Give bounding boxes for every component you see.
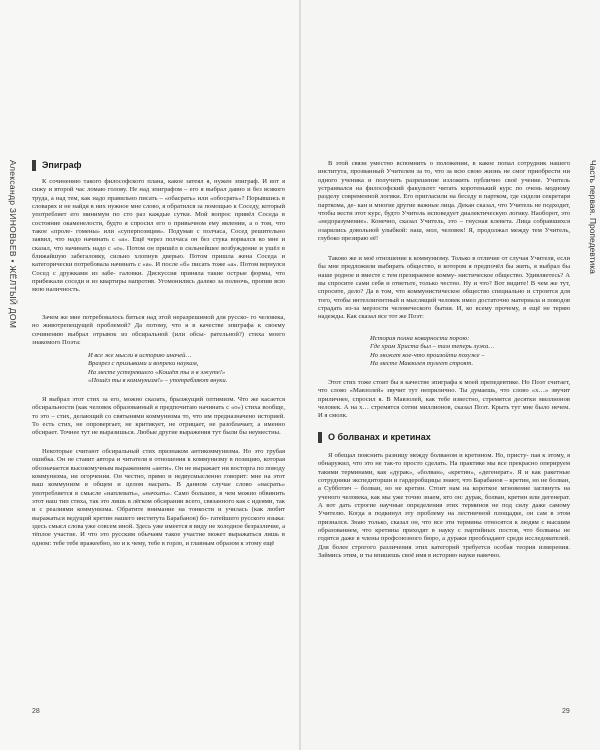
- paragraph: В этой связи уместно вспомнить о положении, в какое попал сотрудник нашего института, прозванный Учителем за то, что за всю свою жизнь не смог приобрести ни одного ученика и получить разрешение изложить публично своё учение. Учитель устраивался на философский факультет читать коротенький курс по очень модному разделу современной логики. Его пригласили на беседу в партком, где сидели секретаря парткома, де- кан и многие другие важные лица. Декан сказал, что Учитель не подходит, чтобы вести этот курс, будто Учитель исповедует диалектическую логику. Наоборот, это «недоразумение». Конечно, сказал Учитель, это – гнусная клевета. Лица собравшихся озарились довольной улыбкой: наш, мол, человек! Я, продолжал между тем Учитель, глубоко презираю её!: [318, 160, 570, 243]
- section-heading-epigraph: Эпиграф: [32, 160, 82, 171]
- poem-line: На месте Мавзолея тулеет строят.: [370, 359, 474, 367]
- book-gutter: [299, 0, 301, 750]
- left-para-4: [32, 448, 285, 548]
- paragraph: К сочинению такого философского плана, какое затеял я, нужен эпиграф. И вот я сижу и второй час ломаю голову. Не над эпиграфом – его я выбрал давно и без всякого труда, а над тем, как надо правильно писать – «обасрать» или «обосрать»? Порывшись в словарях и не найдя в них нужное мне слово, я обратился за помощью к Соседу, который употребляет его минимум по сто раз каждые сутки. Мой вопрос привёл Соседа в состояние окаменелости, будто я спросил его о привычном ему явлении, а о том, что такое «проле- гомены» или «суперпозиция». Подумав с полчаса, Сосед решительно заявил, что надо начинать с «а». Ещё через полчаса он без стука ворвался ко мне и сказал, что начинать надо с «о». Потом он пришёл в сильнейшее возбуждение и ушёл в ближайшую забегаловку, сильно хлопнув дверью. Потом пришла жена Соседа и категорически потребовала начинать с «а». И после «б» писать тоже «а». Потом вернулся Сосед с дружками из забе- галовки. Дискуссия приняла такие острые формы, что прибежали соседи и из квартиры напротив. Угомонились далеко за полночь, пропив всю мою наличность.: [32, 178, 285, 294]
- right-page: [301, 0, 600, 750]
- left-para-3: [32, 396, 285, 438]
- left-para-1: [32, 178, 285, 295]
- poem-line: Но может кое-что произойти похуже –: [370, 351, 485, 359]
- left-para-2: [32, 314, 285, 347]
- poem-line: «Пошёл ты в коммунизм!» – употребляют внуки.: [88, 376, 228, 384]
- paragraph: Этот стих тоже стоит бы в качестве эпиграфа к моей препедевтике. Но Поэт считает, что слово «Мавзолей» звучит тут неприлично. Ты думаешь, что слово «х…» звучит приличнее, спросил я. В Мавзолей, как тебе известно, стремятся десятки миллионов человек. А на х… стремятся сотни миллионов, сказал Поэт. Крыть тут мне было нечем. И я смолк.: [318, 379, 570, 420]
- right-para-3: [318, 379, 570, 421]
- right-para-1: [318, 160, 570, 243]
- running-head-right: [586, 160, 598, 360]
- left-poem: [88, 352, 227, 385]
- paragraph: Зачем же мне потребовалось биться над этой неразрешимой для русско- го человека, но животрепещущей проблемой? Да потому, что я в качестве эпиграфа к своему сочинению выбрал отрывок из обсиральной (или обсы- рательной?) стиха моего знакомого Поэта:: [32, 314, 285, 347]
- poem-line: Где храм Христа был – там теперь лужа…: [370, 343, 495, 351]
- poem-line: На месте устеревшего «Кошёт ты я в эжуте!»: [88, 368, 226, 376]
- paragraph: Я обещал пояснить разницу между болваном и кретином. Но, присту- пая к этому, я обнаружил, что это не так-то просто сделать. На практике мы все прекрасно оперируем такими терминами, как «дурак», «болван», «кретин», «дегенерат». Я и как ракетные сотрудники экспедиторши и гардеробщицы знают, что Барабанов – кретин, но не болван, а Субботич – болван, но не кретин. Стоит нам на короткое мгновение заглянуть на ученого человека, как мы уже точно знаем, кто он: дурак, болван, кретин или дегенерат. А вот дать строгие научные определения этих терминов не под силу даже самому Учителю. Когда я подкинул эту проблему на лестничной площадке, он сам в этом признался. Знаю только, сказал он, что все эти термины относятся к людям с высшим образованием, что кретины приходят в науку с партийных постов, что болваны не годятся даже в члены профсоюзного бюро, а дураки преобладают среди исследователей. Для более строгого различения этих категорий требуется особая теория измерения. Займись этим, и ты впишешь своё имя в историю науки навечно.: [318, 452, 570, 560]
- page-number-right: 29: [562, 708, 570, 715]
- running-head-right-text: Часть первая. Пропедевтика: [588, 160, 598, 274]
- poem-line: И все же мысли в историю иначей…: [88, 352, 192, 359]
- right-poem: [370, 335, 494, 368]
- right-para-4: [318, 452, 570, 560]
- poem-line: Вразрез с призывами и вопреки наукам,: [88, 360, 199, 368]
- running-head-left: [6, 160, 18, 410]
- page-number-left: 28: [32, 708, 40, 715]
- paragraph: Таково же и моё отношение к коммунизму. Только в отличие от случая Учителя, если бы мне предложили выбирать общество, в котором я предпочёл бы жить, я выбрал бы наше родное и вместе с тем презираемое комму- нистическое общество. Удивляетесь? А вы спросите сами себя и ответьте, только честно. Ну и что? Вот видите! В чем же тут, спросите, дело? Да в том, что коммунистическое общество специально и строится для того, чтобы интеллигентный и мыслящий человек имел достаточно материала и поводов страдать из-за мерзости человеческого бытия. И, ко всему прочему, я ещё не теряю надежды. Как сказал все тот же Поэт:: [318, 255, 570, 321]
- paragraph: Я выбрал этот стих за его, можно сказать, брызжущий оптимизм. Что же касается обсиральности (как человек образованный я предпочитаю начинать с «о») стиха вообще, то это – стих, делающий со святынями коммунизма то, что им предназначено историей. То есть стих, не опровергает, не критикует, не отрицает, не разоблачает, а именно обсирает. Точнее тут не выразишься. Любые другие выражения тут были бы неуместны.: [32, 396, 285, 437]
- right-para-2: [318, 255, 570, 322]
- running-head-left-text: Александр ЗИНОВЬЕВ • ЖЁЛТЫЙ ДОМ: [8, 160, 18, 329]
- paragraph: Некоторые считают обсиральный стих признаком антикоммунизма. Но это грубая ошибка. Он не ставит автора и читателя в отношения к коммунизму в позицию, которая обозначается высокомучным выражением «анти». Он не выражает ни восторга по поводу коммунизма, ни огорчения. Он честно, прямо и недвусмысленно говорит: мне на этот ваш коммунизм в общем и целом насрать. В данном случае слово «насрать» употребляется в смысле «наплевать», «начхать». Само большее, в чем можно обвинить этот наш тип стиха, так это лишь в лёгком обсирании всего, связанного как с идеями, так и с реалиями коммунизма. Обратите внимание на тонкости и училась (как любит выражаться ведущий кретин нашего института Барабанов) бо- гатейшего русского языка: здесь смысл слова уже совсем иной. Здесь уже имеется в виду не холодное безразличие, а тёплое участие. И что это русским обычаям такое участие может выражаться лишь в одном: тебе тебе вражеебно, но и к чему, тебе в горло, и главным образом к этому ещё: [32, 448, 285, 547]
- poem-line: История полна коварности порою:: [370, 335, 470, 342]
- section-heading-fools: О болванах и кретинах: [318, 432, 431, 443]
